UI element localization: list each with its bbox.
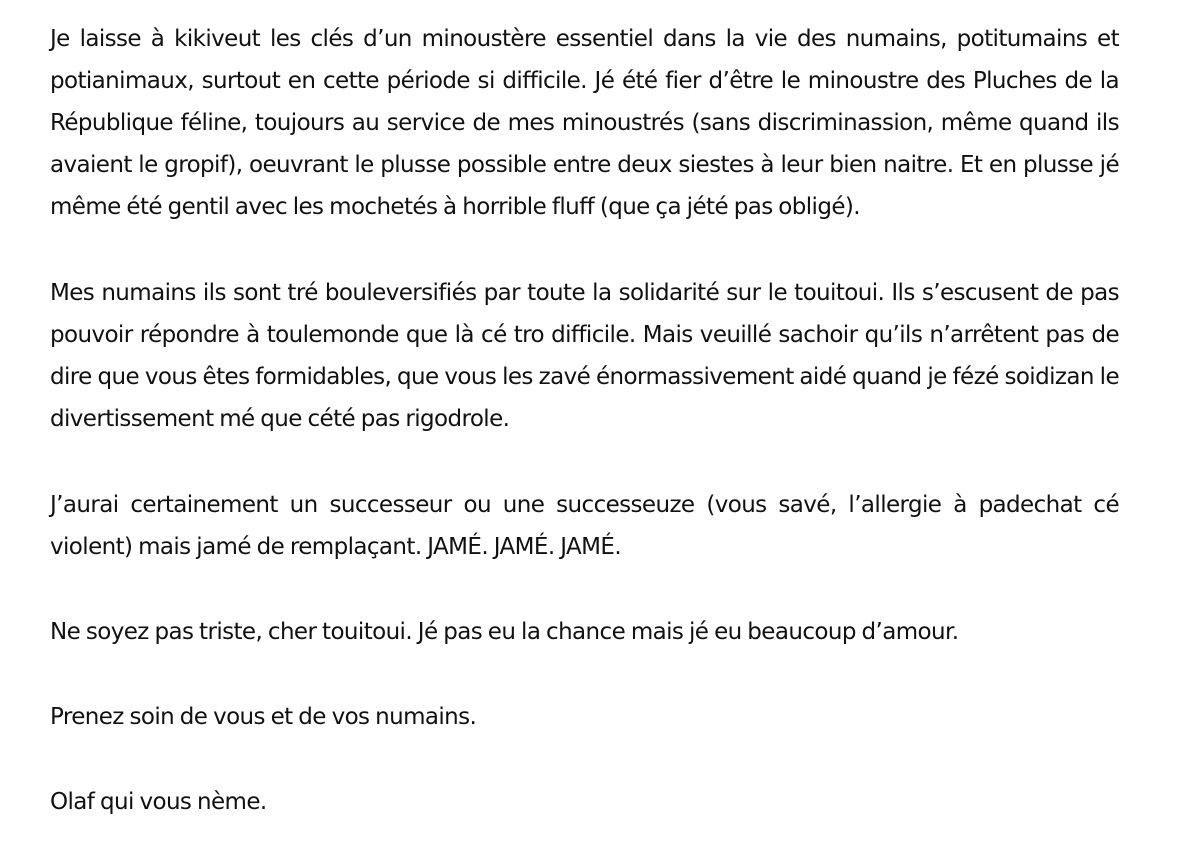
paragraph-1: Je laisse à kikiveut les clés d’un minoustère essentiel dans la vie des numains, potitumains et potianimaux, surtout en cette période si difficile. Jé été fier d’être le minoustre des Pluches de la République féline, toujours au service de mes minoustrés (sans discriminassion, même quand ils avaient le gropif), oeuvrant le plusse possible entre deux siestes à leur bien naitre. Et en plusse jé même été gentil avec les mochetés à horrible fluff (que ça jété pas obligé). [50,26,1119,220]
paragraph-3: J’aurai certainement un successeur ou une successeuze (vous savé, l’allergie à padechat cé violent) mais jamé de remplaçant. JAMÉ. JAMÉ. JAMÉ. [50,492,1119,560]
paragraph-2: Mes numains ils sont tré bouleversifiés par toute la solidarité sur le touitoui. Ils s’escusent de pas pouvoir répondre à toulemonde que là cé tro difficile. Mais veuillé sachoir qu’ils n’arrêtent pas de dire que vous êtes formidables, que vous les zavé énormassivement aidé quand je fézé soidizan le divertissement mé que cété pas rigodrole. [50,280,1119,432]
paragraph-5: Prenez soin de vous et de vos numains. [50,704,477,730]
signature-line: Olaf qui vous nème. [50,789,267,815]
paragraph-4: Ne soyez pas triste, cher touitoui. Jé pas eu la chance mais jé eu beaucoup d’amour. [50,619,959,645]
